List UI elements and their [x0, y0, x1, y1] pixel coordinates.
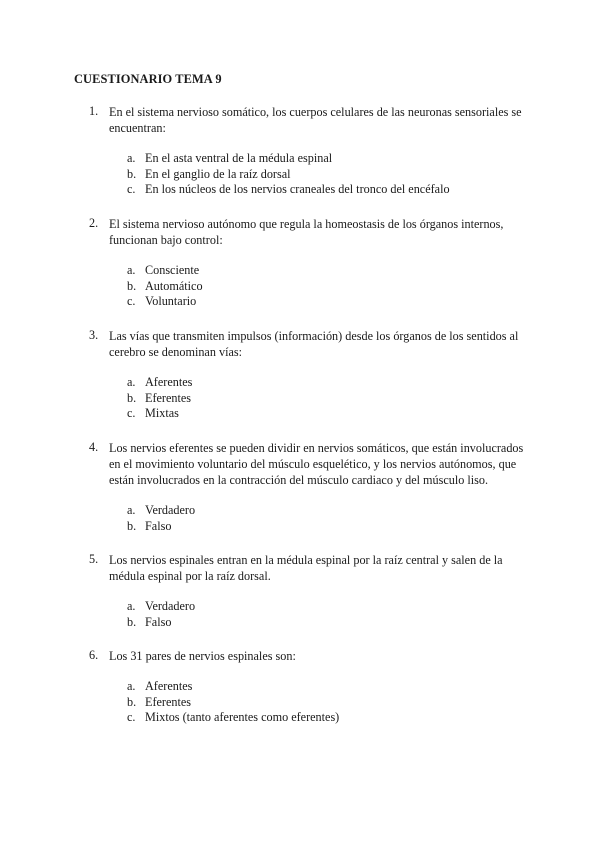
option-text: Mixtos (tanto aferentes como eferentes) [145, 710, 340, 725]
option-text: Falso [145, 518, 172, 533]
option-letter: c. [127, 710, 136, 725]
option-b [127, 615, 195, 631]
question-number: 1. [89, 104, 99, 118]
question-1 [89, 104, 529, 197]
option-text: Falso [145, 614, 172, 629]
option-c [127, 406, 192, 422]
question-number: 4. [89, 440, 99, 454]
question-number: 3. [89, 328, 99, 342]
option-letter: c. [127, 406, 136, 421]
option-text: En el ganglio de la raíz dorsal [145, 166, 291, 181]
question-5 [89, 552, 529, 629]
option-b [127, 695, 339, 711]
question-text: Las vías que transmiten impulsos (información) desde los órganos de los sentidos al cerebro se denominan vías: [109, 329, 519, 359]
option-letter: a. [127, 151, 136, 165]
option-letter: a. [127, 503, 136, 517]
option-c [127, 710, 339, 726]
option-list [127, 151, 450, 198]
option-b [127, 391, 192, 407]
option-a [127, 151, 450, 167]
option-list [127, 679, 339, 726]
option-text: Verdadero [145, 599, 196, 613]
option-letter: b. [127, 694, 137, 709]
option-letter: b. [127, 166, 137, 181]
question-3 [89, 328, 529, 421]
option-text: En los núcleos de los nervios craneales del tronco del encéfalo [145, 182, 450, 197]
option-letter: a. [127, 375, 136, 389]
question-text: Los nervios eferentes se pueden dividir en nervios somáticos, que están involucrados en el movimiento voluntario del músculo esquelético, y los nervios autónomos, que están involucrados en la contracción del músculo cardiaco y del músculo liso. [109, 441, 524, 487]
option-letter: a. [127, 263, 136, 277]
option-letter: b. [127, 518, 137, 533]
option-list [127, 263, 203, 310]
option-b [127, 519, 195, 535]
option-text: Eferentes [145, 390, 192, 405]
question-number: 5. [89, 552, 99, 566]
option-letter: b. [127, 278, 137, 293]
option-a [127, 679, 339, 695]
option-list [127, 375, 192, 422]
option-b [127, 167, 450, 183]
option-a [127, 263, 203, 279]
question-4 [89, 440, 529, 533]
option-text: Eferentes [145, 694, 192, 709]
question-text: En el sistema nervioso somático, los cuerpos celulares de las neuronas sensoriales se encuentran: [109, 105, 522, 135]
option-text: Mixtas [145, 406, 179, 421]
option-b [127, 279, 203, 295]
option-list [127, 599, 195, 630]
question-text: Los 31 pares de nervios espinales son: [109, 649, 296, 663]
option-text: Aferentes [145, 375, 193, 389]
option-c [127, 182, 450, 198]
option-list [127, 503, 195, 534]
option-letter: b. [127, 614, 137, 629]
option-letter: a. [127, 599, 136, 613]
option-letter: b. [127, 390, 137, 405]
question-2 [89, 216, 529, 309]
option-letter: c. [127, 294, 136, 309]
option-text: Voluntario [145, 294, 197, 309]
option-text: Aferentes [145, 679, 193, 693]
option-a [127, 599, 195, 615]
question-text: Los nervios espinales entran en la médula espinal por la raíz central y salen de la médula espinal por la raíz dorsal. [109, 553, 503, 583]
question-text: El sistema nervioso autónomo que regula la homeostasis de los órganos internos, funcionan bajo control: [109, 217, 504, 247]
option-text: Consciente [145, 263, 200, 277]
option-letter: c. [127, 182, 136, 197]
option-c [127, 294, 203, 310]
option-text: Verdadero [145, 503, 196, 517]
option-letter: a. [127, 679, 136, 693]
option-text: En el asta ventral de la médula espinal [145, 151, 333, 165]
option-a [127, 503, 195, 519]
option-text: Automático [145, 278, 203, 293]
option-a [127, 375, 192, 391]
question-6 [89, 648, 529, 725]
question-number: 6. [89, 648, 99, 662]
question-number: 2. [89, 216, 99, 230]
page-title: CUESTIONARIO TEMA 9 [74, 72, 222, 86]
